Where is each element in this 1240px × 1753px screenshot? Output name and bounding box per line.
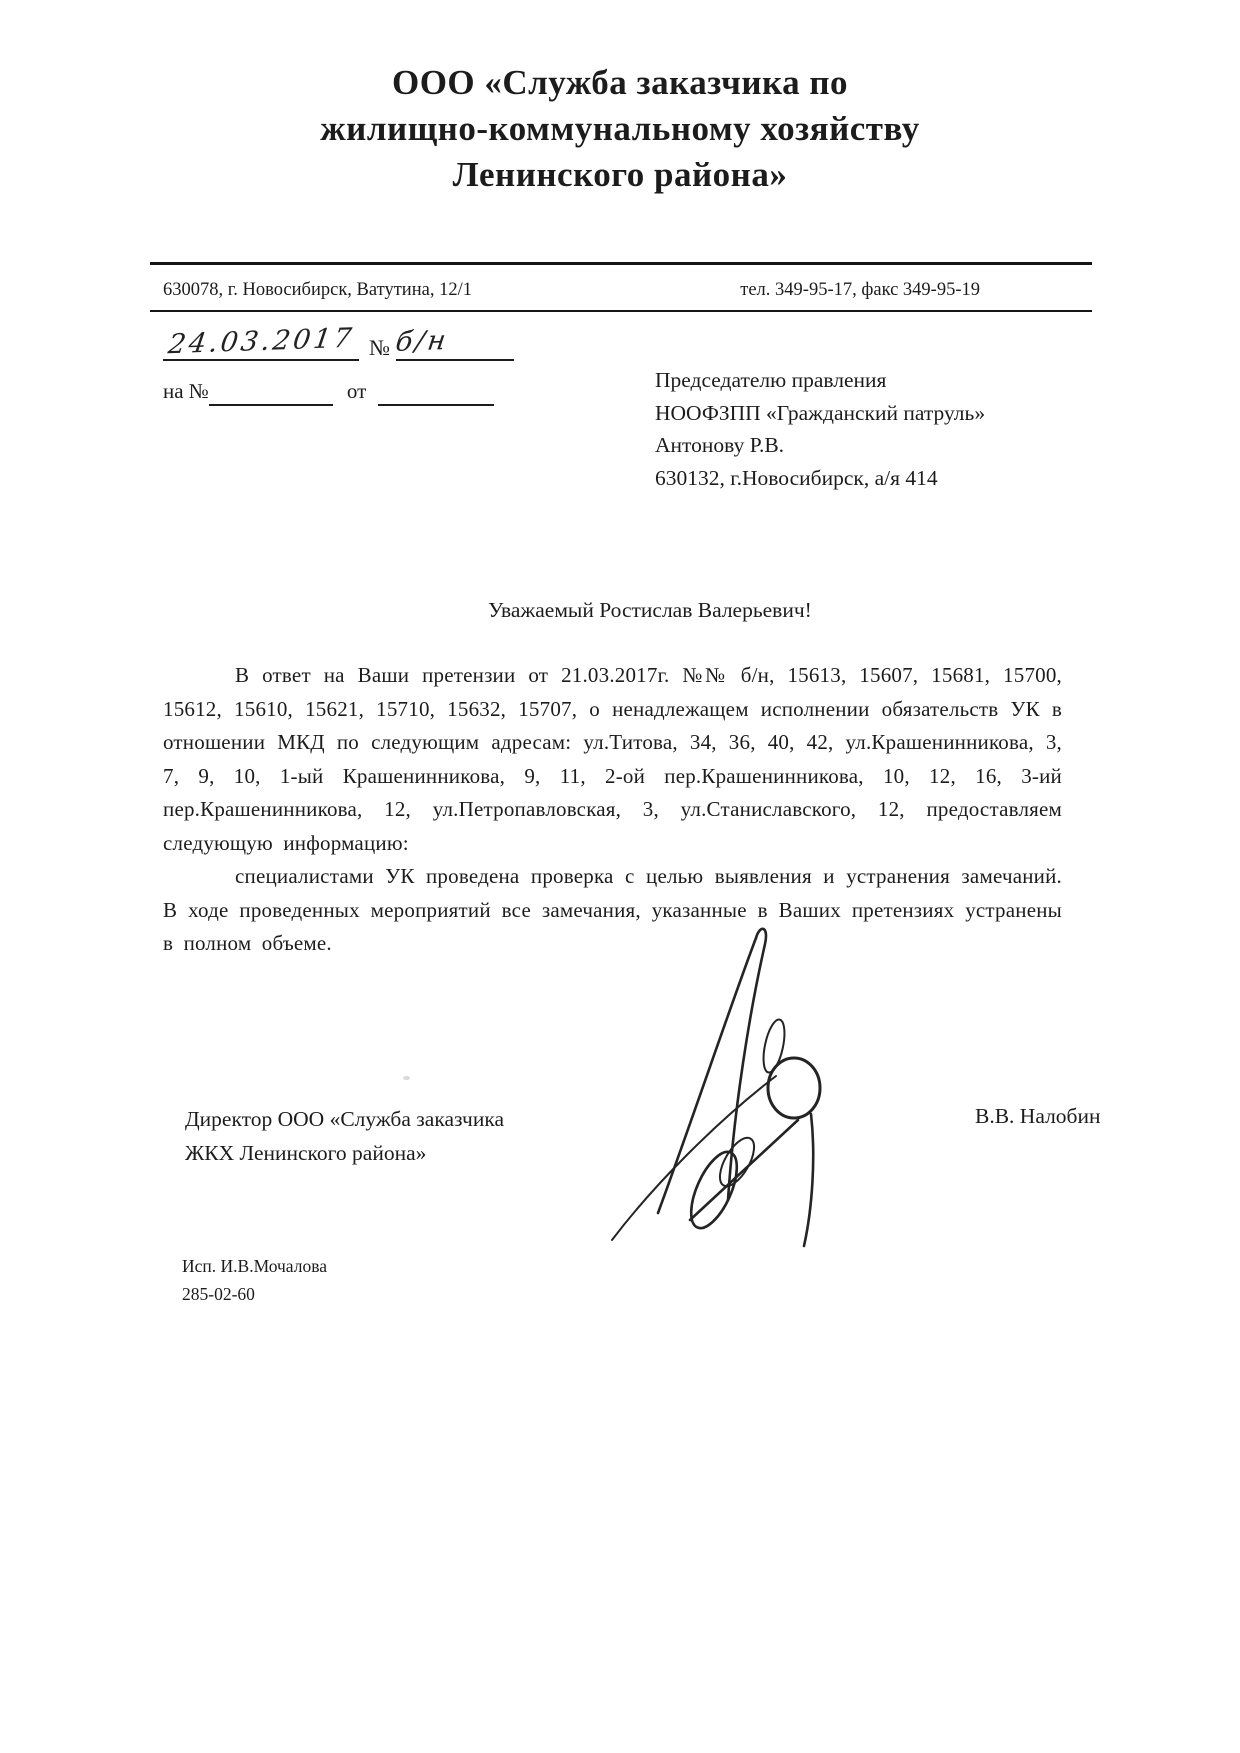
incoming-reference-row xyxy=(163,379,494,406)
executor-name: Исп. И.В.Мочалова xyxy=(182,1256,328,1276)
signatory-position-block xyxy=(185,1102,504,1170)
salutation: Уважаемый Ростислав Валерьевич! xyxy=(488,598,812,622)
body-paragraph-1: В ответ на Ваши претензии от 21.03.2017г. №№ б/н, 15613, 15607, 15681, 15700, 15612, 15610, 15621, 15710, 15632, 15707, о ненадлежащем исполнении обязательств УК в отношении МКД по следующим адресам: ул.Титова, 34, 36, 40, 42, ул.Крашенинникова, 3, 7, 9, 10, 1-ый Крашенинникова, 9, 11, 2-ой пер.Крашенинникова, 10, 12, 16, 3-ий пер.Крашенинникова, 12, ул.Петропавловская, 3, ул.Станиславского, 12, предоставляем следующую информацию: xyxy=(163,663,1062,855)
handwritten-number: б/н xyxy=(393,325,451,358)
signatory-position-line-1: Директор ООО «Служба заказчика xyxy=(185,1107,505,1131)
recipient-line-address: 630132, г.Новосибирск, а/я 414 xyxy=(655,465,938,490)
reply-prefix-label: на № xyxy=(163,379,209,403)
outgoing-reference-row xyxy=(163,322,514,361)
recipient-line-title: Председателю правления xyxy=(655,368,887,392)
signatory-position-line-2: ЖКХ Ленинского района» xyxy=(185,1141,427,1165)
outgoing-number-field xyxy=(393,325,514,361)
number-sign-label: № xyxy=(369,335,390,360)
letterhead-title xyxy=(0,60,1240,198)
executor-phone: 285-02-60 xyxy=(182,1284,255,1304)
letterhead-phone: тел. 349-95-17, факс 349-95-19 xyxy=(740,280,980,300)
executor-block xyxy=(182,1252,327,1308)
letterhead-title-line-1: ООО «Служба заказчика по xyxy=(391,63,849,102)
reply-number-blank xyxy=(209,379,333,406)
letter-body xyxy=(163,659,1062,961)
scan-artifact-speck xyxy=(403,1076,410,1080)
reply-from-label: от xyxy=(346,379,367,403)
horizontal-rule-bottom xyxy=(150,310,1092,312)
horizontal-rule-top xyxy=(150,262,1092,265)
signatory-name: В.В. Налобин xyxy=(975,1104,1101,1128)
letterhead-contacts-row xyxy=(163,280,980,301)
letterhead-title-line-2: жилищно-коммунальному хозяйству xyxy=(320,109,920,148)
recipient-block xyxy=(655,364,985,494)
reply-date-blank xyxy=(378,379,494,406)
letterhead-title-line-3: Ленинского района» xyxy=(452,155,788,194)
body-paragraph-2: специалистами УК проведена проверка с целью выявления и устранения замечаний. В ходе проведенных мероприятий все замечания, указанные в Ваших претензиях устранены в полном объеме. xyxy=(163,864,1062,955)
recipient-line-organization: НООФЗПП «Гражданский патруль» xyxy=(655,400,986,425)
handwritten-date: 24.03.2017 xyxy=(166,322,356,361)
handwritten-signature-icon xyxy=(598,918,848,1250)
outgoing-date-field xyxy=(163,322,359,361)
recipient-line-person: Антонову Р.В. xyxy=(655,433,785,457)
letterhead-address: 630078, г. Новосибирск, Ватутина, 12/1 xyxy=(163,280,472,300)
